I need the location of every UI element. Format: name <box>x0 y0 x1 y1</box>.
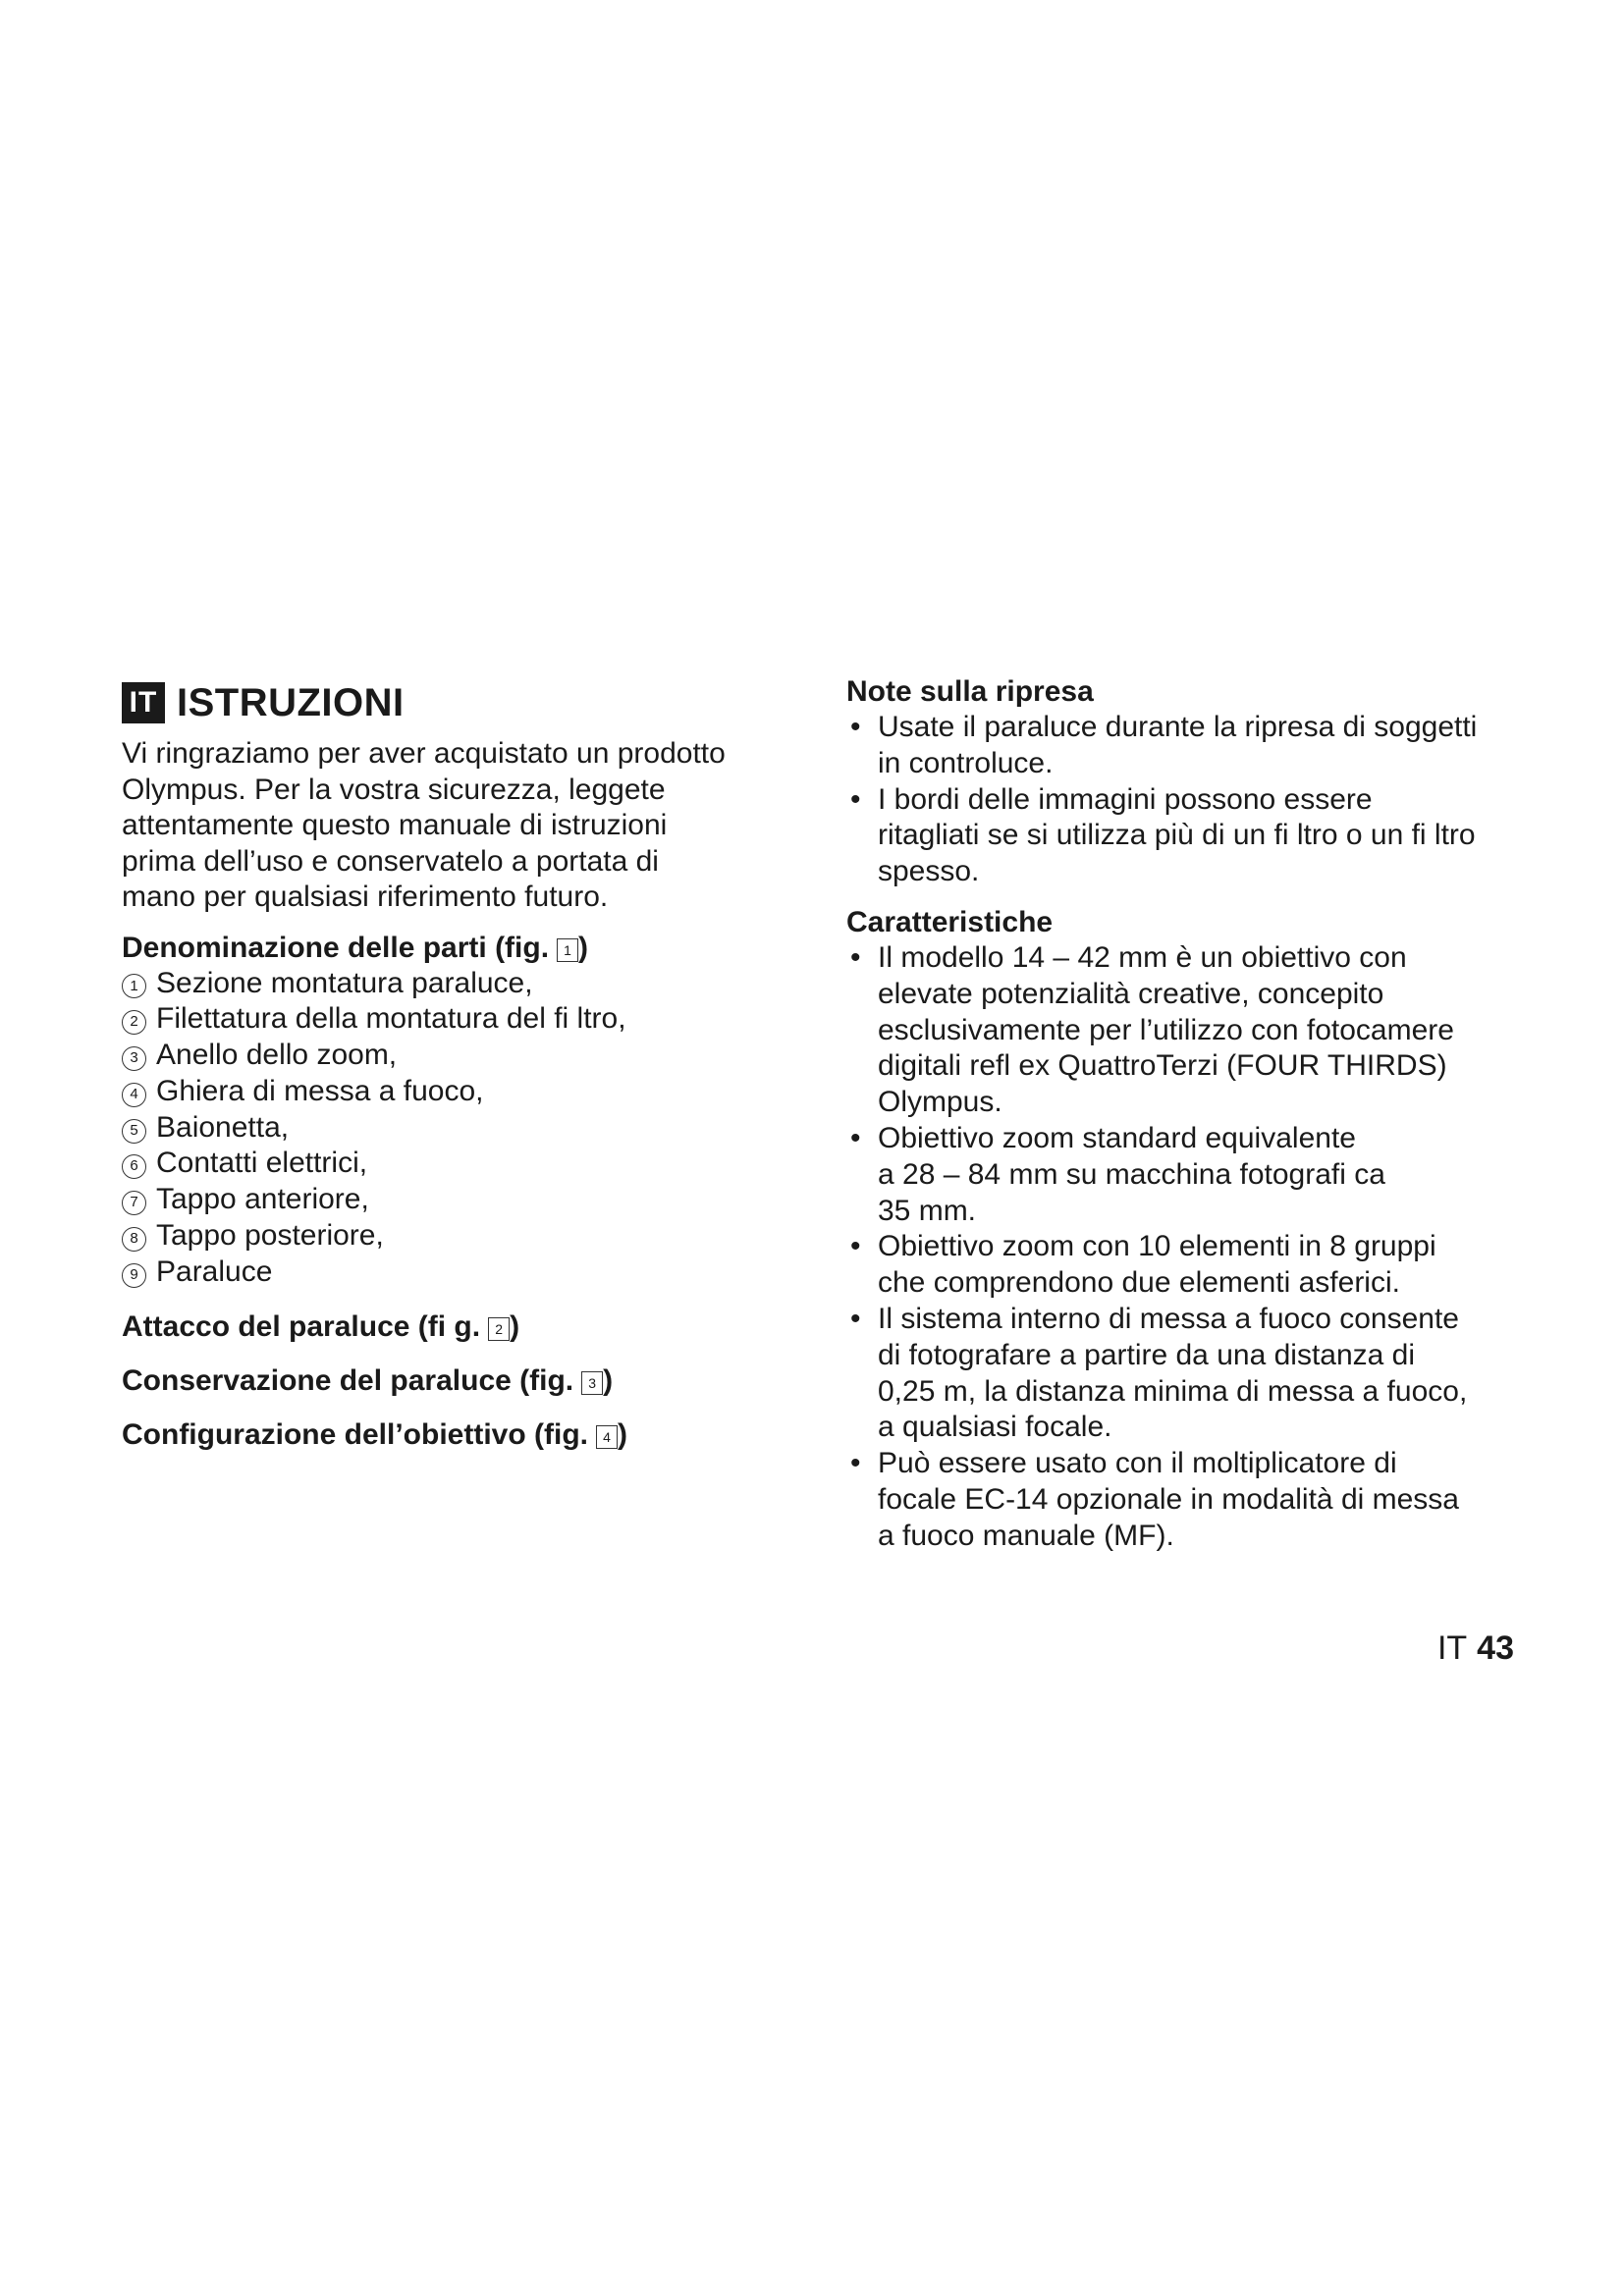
intro-paragraph <box>122 736 789 916</box>
notes-list <box>846 710 1524 890</box>
parts-list <box>122 966 789 1291</box>
features-list <box>846 940 1524 1555</box>
left-column <box>122 673 789 1453</box>
list-item <box>122 1218 789 1255</box>
list-item <box>846 1446 1524 1554</box>
list-item <box>122 1038 789 1074</box>
bullet-line: Obiettivo zoom standard equivalente <box>878 1121 1356 1154</box>
bullet-line: focale EC-14 opzionale in modalità di messa <box>878 1482 1459 1516</box>
page-language: IT <box>1436 1629 1468 1667</box>
bullet-icon: • <box>850 1302 861 1335</box>
bullet-line: esclusivamente per l’utilizzo con fotocamere <box>878 1013 1454 1046</box>
intro-line: prima dell’uso e conservatelo a portata di <box>122 844 659 878</box>
right-column <box>846 673 1524 1555</box>
bullet-icon: • <box>850 1447 861 1480</box>
bullet-line: che comprendono due elementi asferici. <box>878 1266 1400 1300</box>
intro-line: Olympus. Per la vostra sicurezza, leggete <box>122 773 666 806</box>
page-number-value: 43 <box>1477 1629 1514 1667</box>
part-label: Anello dello zoom, <box>156 1039 398 1072</box>
part-label: Sezione montatura paraluce, <box>156 966 533 999</box>
intro-line: attentamente questo manuale di istruzioni <box>122 809 668 841</box>
bullet-icon: • <box>850 1230 861 1263</box>
section-heading-close: ) <box>603 1363 614 1397</box>
section-heading-hood-storage <box>122 1362 789 1399</box>
bullet-line: elevate potenzialità creative, concepito <box>878 977 1384 1010</box>
section-heading-close: ) <box>510 1309 520 1343</box>
bullet-line: Il modello 14 – 42 mm è un obiettivo con <box>878 940 1407 974</box>
bullet-line: Può essere usato con il moltiplicatore di <box>878 1447 1397 1480</box>
bullet-line: 35 mm. <box>878 1194 977 1227</box>
circled-number-icon: 2 <box>122 1010 146 1035</box>
intro-line: mano per qualsiasi riferimento futuro. <box>122 881 609 913</box>
list-item <box>122 1001 789 1038</box>
circled-number-icon: 7 <box>122 1191 146 1215</box>
section-heading-hood-attach <box>122 1308 789 1345</box>
list-item <box>122 1182 789 1218</box>
section-heading-text: Conservazione del paraluce (fig. <box>122 1363 574 1397</box>
list-item <box>846 1302 1524 1446</box>
bullet-line: a qualsiasi focale. <box>878 1411 1112 1444</box>
part-label: Ghiera di messa a fuoco, <box>156 1074 484 1107</box>
title-row <box>122 673 789 732</box>
bullet-icon: • <box>850 711 861 743</box>
figure-ref-icon: 4 <box>596 1425 618 1449</box>
list-item <box>122 966 789 1002</box>
circled-number-icon: 6 <box>122 1154 146 1179</box>
list-item <box>122 1074 789 1110</box>
list-item <box>846 782 1524 890</box>
features-heading: Caratteristiche <box>846 905 1054 938</box>
section-heading-close: ) <box>617 1417 627 1451</box>
circled-number-icon: 9 <box>122 1263 146 1288</box>
circled-number-icon: 1 <box>122 974 146 998</box>
bullet-line: spesso. <box>878 855 980 888</box>
bullet-line: ritagliati se si utilizza più di un fi ltro o un fi ltro <box>878 819 1476 852</box>
part-label: Contatti elettrici, <box>156 1147 368 1180</box>
bullet-line: I bordi delle immagini possono essere <box>878 782 1373 816</box>
bullet-icon: • <box>850 782 861 816</box>
part-label: Baionetta, <box>156 1110 290 1144</box>
part-label: Paraluce <box>156 1255 273 1288</box>
section-heading-text: Configurazione dell’obiettivo (fig. <box>122 1417 588 1451</box>
section-heading-lens-config <box>122 1416 789 1453</box>
list-item <box>846 710 1524 782</box>
language-badge: IT <box>122 682 165 723</box>
intro-line: Vi ringraziamo per aver acquistato un prodotto <box>122 737 726 770</box>
list-item <box>122 1110 789 1147</box>
parts-heading-text: Denominazione delle parti (fig. <box>122 931 550 964</box>
parts-heading-close: ) <box>578 931 589 964</box>
figure-ref-icon: 2 <box>488 1317 510 1341</box>
bullet-line: Usate il paraluce durante la ripresa di soggetti <box>878 711 1478 743</box>
list-item <box>846 1121 1524 1229</box>
part-label: Tappo anteriore, <box>156 1183 369 1216</box>
bullet-line: digitali refl ex QuattroTerzi (FOUR THIRDS) <box>878 1049 1447 1083</box>
list-item <box>122 1255 789 1291</box>
figure-ref-icon: 3 <box>581 1371 603 1395</box>
figure-ref-icon: 1 <box>557 938 578 962</box>
bullet-icon: • <box>850 940 861 974</box>
part-label: Tappo posteriore, <box>156 1219 384 1253</box>
circled-number-icon: 3 <box>122 1046 146 1071</box>
bullet-line: a fuoco manuale (MF). <box>878 1519 1174 1552</box>
bullet-icon: • <box>850 1121 861 1154</box>
bullet-line: Olympus. <box>878 1086 1002 1119</box>
bullet-line: 0,25 m, la distanza minima di messa a fuoco, <box>878 1374 1468 1408</box>
bullet-line: a 28 – 84 mm su macchina fotografi ca <box>878 1157 1385 1191</box>
bullet-line: in controluce. <box>878 746 1054 779</box>
list-item <box>846 1229 1524 1302</box>
circled-number-icon: 4 <box>122 1083 146 1107</box>
page-number <box>1437 1629 1514 1668</box>
bullet-line: di fotografare a partire da una distanza di <box>878 1338 1416 1371</box>
bullet-line: Il sistema interno di messa a fuoco consente <box>878 1302 1459 1335</box>
section-heading-text: Attacco del paraluce (fi g. <box>122 1309 481 1343</box>
bullet-line: Obiettivo zoom con 10 elementi in 8 gruppi <box>878 1230 1436 1263</box>
list-item <box>122 1146 789 1182</box>
part-label: Filettatura della montatura del fi ltro, <box>156 1002 626 1036</box>
list-item <box>846 940 1524 1121</box>
notes-heading: Note sulla ripresa <box>846 675 1094 708</box>
circled-number-icon: 8 <box>122 1227 146 1252</box>
parts-heading <box>122 930 789 966</box>
circled-number-icon: 5 <box>122 1119 146 1144</box>
page-title: ISTRUZIONI <box>177 680 405 724</box>
